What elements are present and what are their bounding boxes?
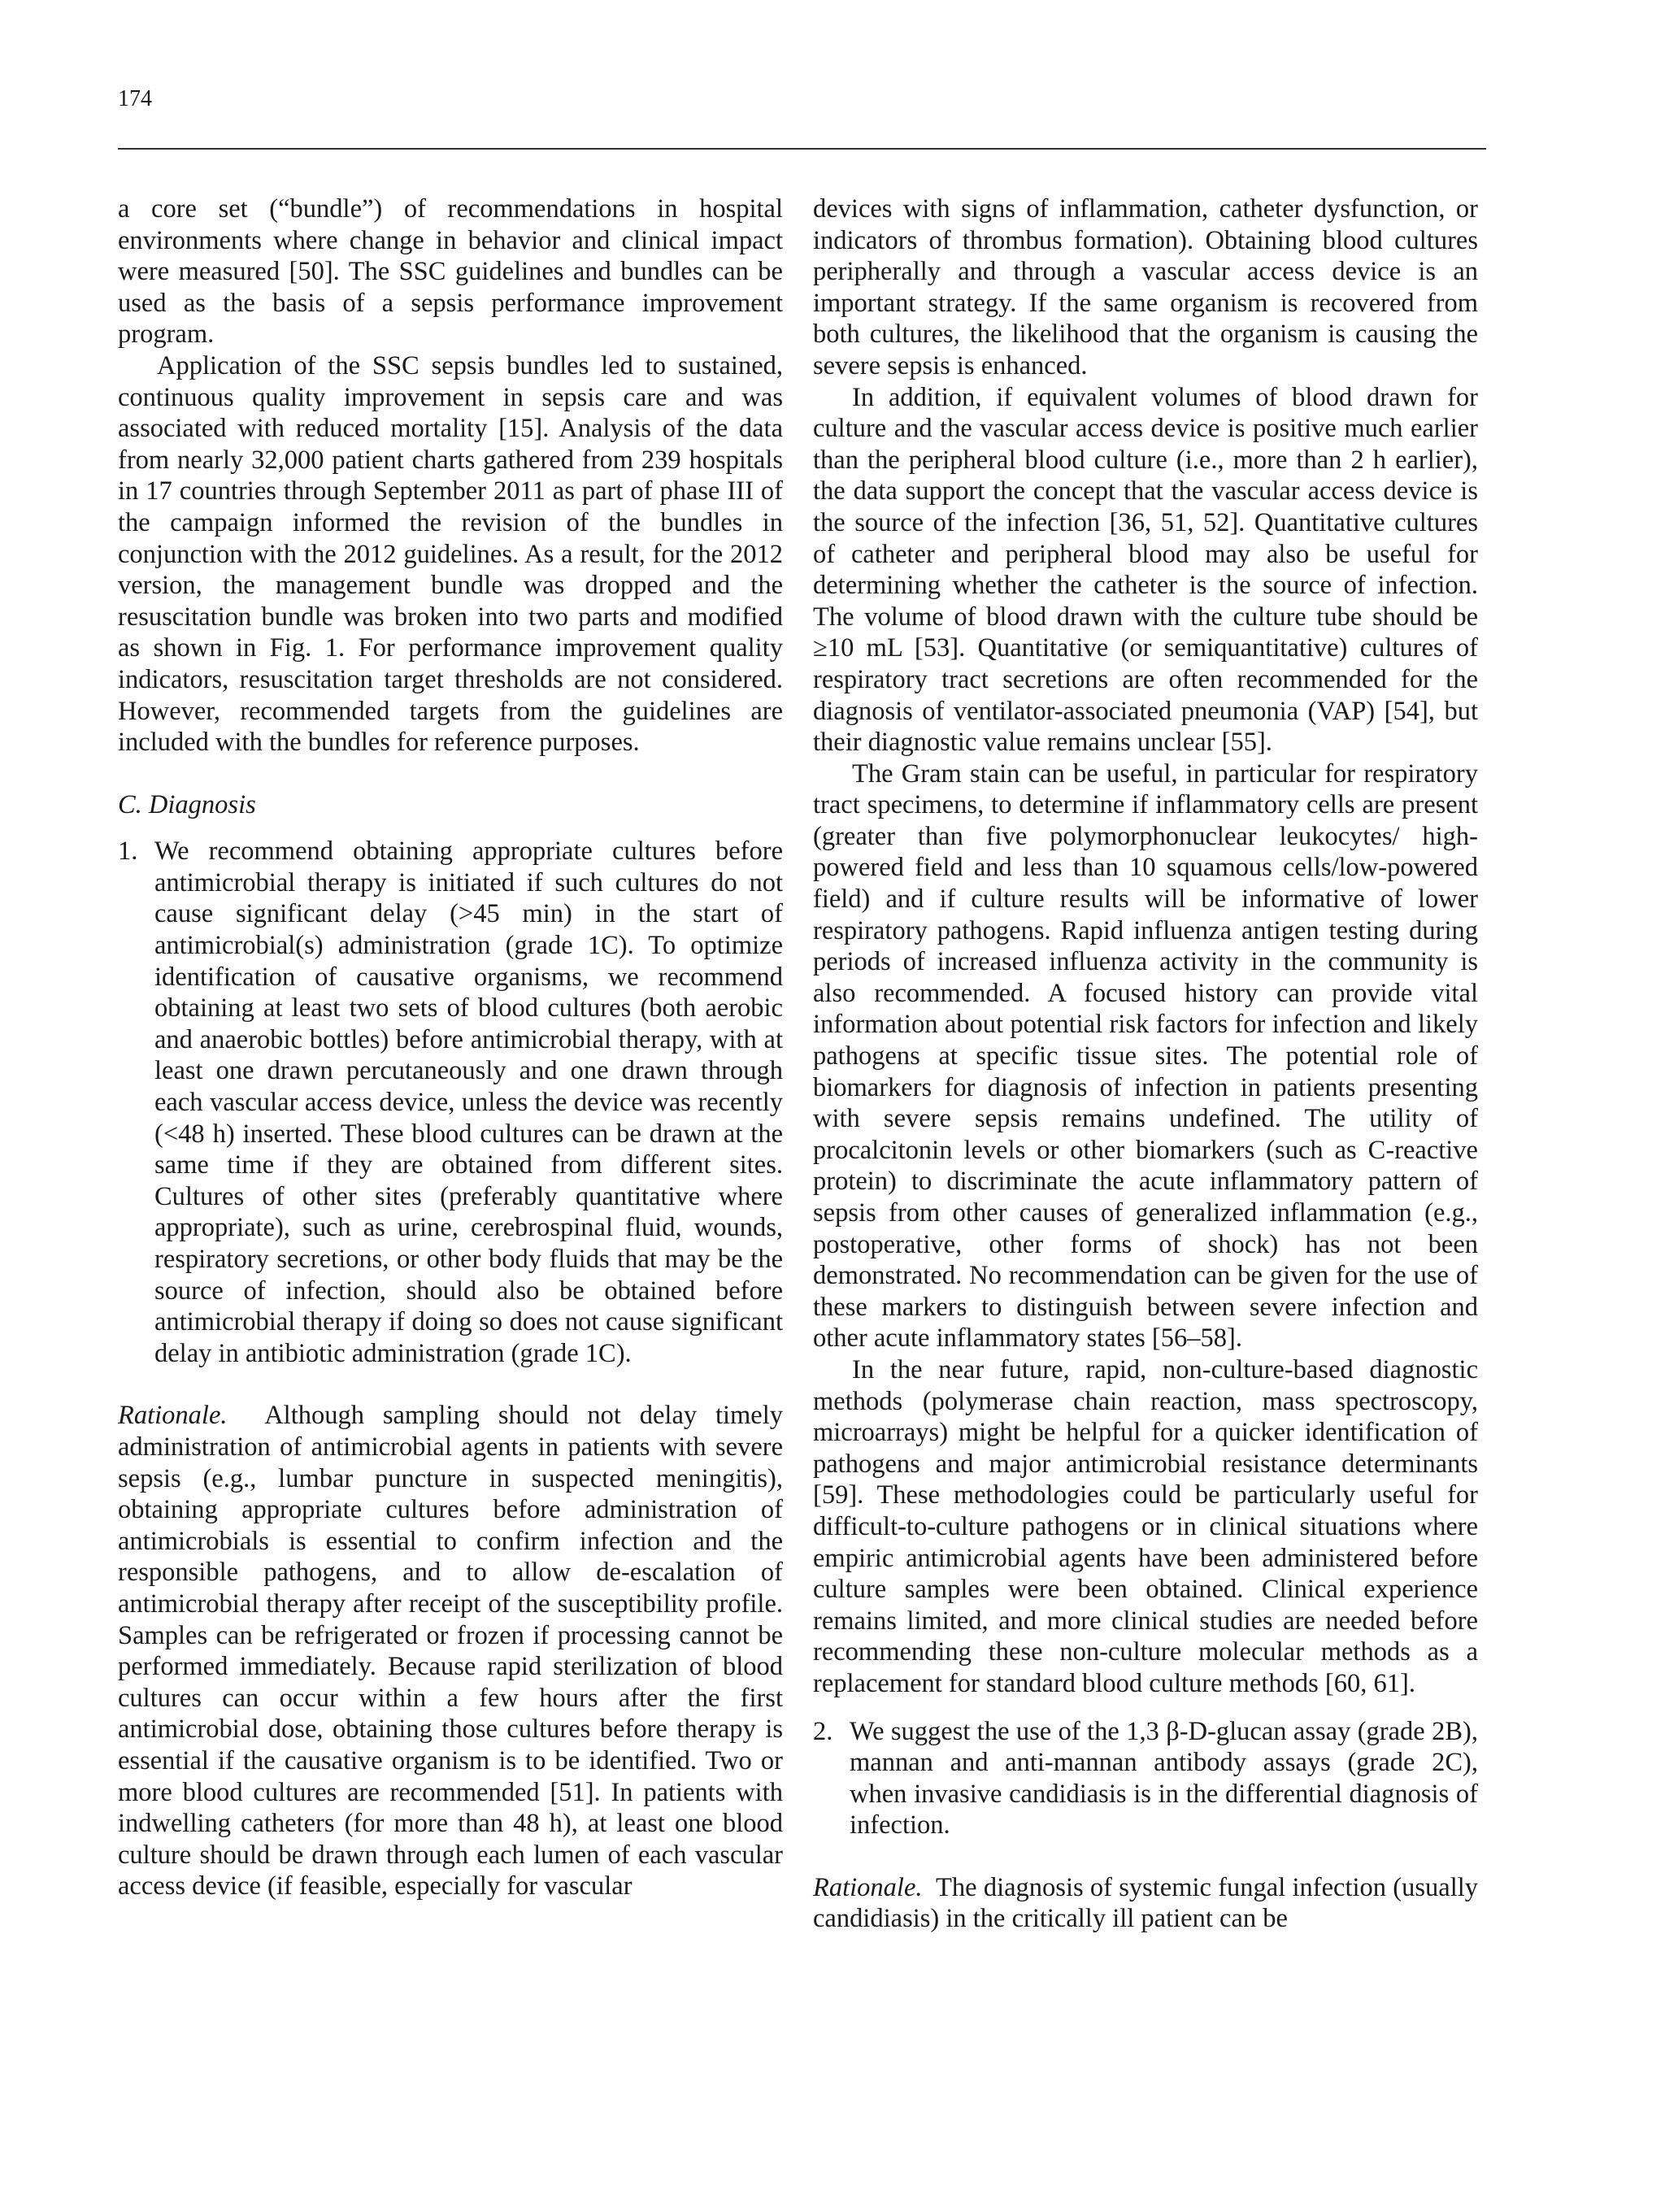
recommendation-item-2 [813, 1716, 1478, 1841]
rationale-paragraph [118, 1400, 783, 1902]
section-heading: C. Diagnosis [118, 789, 256, 819]
rationale-label: Rationale. [813, 1872, 923, 1902]
rationale-label: Rationale. [118, 1401, 228, 1431]
page-number: 174 [118, 86, 152, 111]
paragraph: devices with signs of inflammation, catheter dysfunction, or indicators of thrombus formation). Obtaining blood cultures peripherally and through a vascular access device is an important strategy. If the same organism is recovered from both cultures, the likelihood that the organism is causing the severe sepsis is enhanced. [813, 194, 1478, 380]
paragraph: In addition, if equivalent volumes of blood drawn for culture and the vascular access device is positive much earlier than the peripheral blood culture (i.e., more than 2 h earlier), the data support the concept that the vascular access device is the source of the infection [36, 51, 52]. Quantitative cultures of catheter and peripheral blood may also be useful for determining whether the catheter is the source of infection. The volume of blood drawn with the culture tube should be ≥10 mL [53]. Quantitative (or semiquantitative) cultures of respiratory tract secretions are often recommended for the diagnosis of ventilator-associated pneumonia (VAP) [54], but their diagnostic value remains unclear [55]. [813, 382, 1478, 758]
header-rule [118, 148, 1486, 150]
item-number: 1. [118, 837, 138, 867]
left-column [118, 193, 783, 1902]
item-number: 2. [813, 1716, 833, 1746]
rationale-text: The diagnosis of systemic fungal infection (usually candidiasis) in the critically ill patient can be [813, 1872, 1479, 1934]
right-column [813, 193, 1478, 1935]
recommendation-text: We recommend obtaining appropriate cultures before antimicrobial therapy is initiated if such cultures do not cause significant delay (>45 min) in the start of antimicrobial(s) administration (grade 1C). To optimize identification of causative organisms, we recommend obtaining at least two sets of blood cultures (both aerobic and anaerobic bottles) before antimicrobial therapy, with at least one drawn percutaneously and one drawn through each vascular access device, unless the device was recently (<48 h) inserted. These blood cultures can be drawn at the same time if they are obtained from different sites. Cultures of other sites (preferably quantitative where appropriate), such as urine, cerebrospinal fluid, wounds, respiratory secretions, or other body fluids that may be the source of infection, should also be obtained before antimicrobial therapy if doing so does not cause significant delay in antibiotic administration (grade 1C). [154, 837, 783, 1368]
rationale-paragraph [813, 1872, 1478, 1935]
recommendation-item-1 [118, 836, 783, 1369]
recommendation-text: We suggest the use of the 1,3 β-D-glucan assay (grade 2B), mannan and anti-mannan antibody assays (grade 2C), when invasive candidiasis is in the differential diagnosis of infection. [850, 1716, 1478, 1840]
rationale-text: Although sampling should not delay timely administration of antimicrobial agents in patients with severe sepsis (e.g., lumbar puncture in suspected meningitis), obtaining appropriate cultures before administration of antimicrobials is essential to confirm infection and the responsible pathogens, and to allow de-escalation of antimicrobial therapy after receipt of the susceptibility profile. Samples can be refrigerated or frozen if processing cannot be performed immediately. Because rapid sterilization of blood cultures can occur within a few hours after the first antimicrobial dose, obtaining those cultures before therapy is essential if the causative organism is to be identified. Two or more blood cultures are recommended [51]. In patients with indwelling catheters (for more than 48 h), at least one blood culture should be drawn through each lumen of each vascular access device (if feasible, especially for vascular [118, 1401, 784, 1901]
paragraph: Application of the SSC sepsis bundles led to sustained, continuous quality improvement in sepsis care and was associated with reduced mortality [15]. Analysis of the data from nearly 32,000 patient charts gathered from 239 hospitals in 17 countries through September 2011 as part of phase III of the campaign informed the revision of the bundles in conjunction with the 2012 guidelines. As a result, for the 2012 version, the management bundle was dropped and the resuscitation bundle was broken into two parts and modified as shown in Fig. 1. For performance improvement quality indicators, resuscitation target thresholds are not considered. However, recommended targets from the guidelines are included with the bundles for reference purposes. [118, 350, 783, 758]
paragraph: a core set (“bundle”) of recommendations in hospital environments where change in behavior and clinical impact were measured [50]. The SSC guidelines and bundles can be used as the basis of a sepsis performance improvement program. [118, 194, 783, 350]
paragraph: The Gram stain can be useful, in particular for respiratory tract specimens, to determine if inflammatory cells are present (greater than five polymorphonuclear leukocytes/ high-powered field and less than 10 squamous cells/low-powered field) and if culture results will be informative of lower respiratory pathogens. Rapid influenza antigen testing during periods of increased influenza activity in the community is also recommended. A focused history can provide vital information about potential risk factors for infection and likely pathogens at specific tissue sites. The potential role of biomarkers for diagnosis of infection in patients presenting with severe sepsis remains undefined. The utility of procalcitonin levels or other biomarkers (such as C-reactive protein) to discriminate the acute inflammatory pattern of sepsis from other causes of generalized inflammation (e.g., postoperative, other forms of shock) has not been demonstrated. No recommendation can be given for the use of these markers to distinguish between severe infection and other acute inflammatory states [56–58]. [813, 758, 1478, 1354]
paragraph: In the near future, rapid, non-culture-based diagnostic methods (polymerase chain reaction, mass spectroscopy, microarrays) might be helpful for a quicker identification of pathogens and major antimicrobial resistance determinants [59]. These methodologies could be particularly useful for difficult-to-culture pathogens or in clinical situations where empiric antimicrobial agents have been administered before culture samples were been obtained. Clinical experience remains limited, and more clinical studies are needed before recommending these non-culture molecular methods as a replacement for standard blood culture methods [60, 61]. [813, 1354, 1478, 1698]
